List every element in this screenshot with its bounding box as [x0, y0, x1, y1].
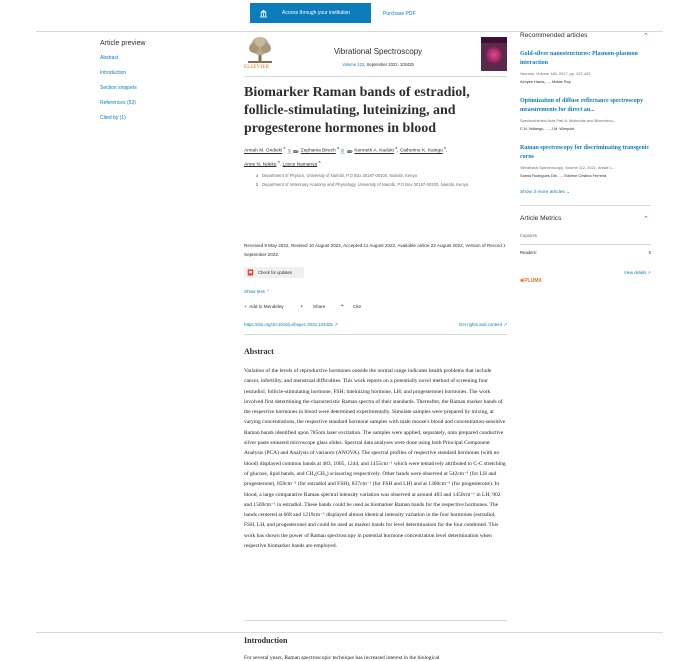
readers-row: Readers: 5 [520, 250, 651, 255]
recommended-authors: Almyee Hazra, ..., Motlar Roy [520, 79, 571, 84]
add-to-mendeley-button[interactable]: + Add to Mendeley [244, 304, 284, 309]
author-list: Annah M. Ondieki $^a$ , Zephania Birech $^a$ , Kenneth A. Kaduki $^a$, Catherine K. Kaingu $^b$, Anne N. Ndeke $^b$, Loyce Namanya $^a$ [244, 146, 448, 168]
recommended-heading[interactable]: Recommended articles ⌃ [520, 32, 649, 40]
recommended-title-link[interactable]: Gold-silver nanostructures: Plasmon-plasmon interaction [520, 51, 638, 66]
doi-row [244, 322, 507, 328]
article-preview-nav [100, 40, 220, 130]
author-link[interactable]: Kenneth A. Kaduki [354, 148, 394, 154]
recommended-meta: Vacuum, Volume 146, 2017, pp. 437-443 [520, 71, 591, 76]
journal-title[interactable]: Vibrational Spectroscopy [333, 47, 423, 56]
author-link[interactable]: Anne N. Ndeke [244, 162, 277, 168]
recommended-meta: Spectrochimica Acta Part A: Molecular and Biomolecu... [520, 118, 617, 123]
share-icon: ⚬ [299, 304, 304, 309]
person-icon [340, 148, 345, 153]
plumx-row [520, 269, 651, 284]
article-history: Received 9 May 2022, Revised 10 August 2022, Accepted 11 August 2022, Available online 22 August 2022, Version of Record 1 September 2022. [244, 243, 506, 257]
chevron-up-icon: ⌃ [643, 216, 649, 223]
chevron-up-icon: ⌃ [266, 289, 271, 294]
nav-title: Article preview [100, 40, 146, 47]
doi-link[interactable]: https://doi.org/10.1016/j.vibspec.2022.103425 ↗ [244, 322, 338, 327]
rights-link[interactable]: Get rights and content ↗ [458, 322, 507, 327]
affiliations: a Department of Physics, University of Nairobi, P.O Box 30197-00100, Nairobi, Kenya b Department of Veterinary Anatomy and Physiology, University of Nairobi, P.O Box 30197-00100, Nairobi, Kenya [256, 173, 469, 187]
abstract-text: Variation of the levels of reproductive hormones outside the normal range indicates health problems that include cancer, infertility, and menstrual difficulties. This work reports on a potentially novel method of screening four (estradiol, follicle-stimulating hormone, FSH; luteinizing hormone, LH; and progesterone) hormones. The work involved first determining the characteristic Raman spectra of their standards. Thereafter, the Raman marker bands of the respective hormones in blood were determined experimentally. Simulate samples were prepared by mixing, at varying concentrations, the respective standard hormone samples with male mouse's blood and concentration-sensitive Raman bands identified upon 785nm laser excitation. The samples were applied, separately, onto prepared conductive silver paste smeared microscope glass slides. Spectral data analyses were done using both Principal Component Analysis (PCA) and Analysis of variance (ANOVA). The spectral profiles of respective standard hormones (with no blood) displayed common bands at 483, 1005, 1244, and 1455cm⁻¹ which were tentatively attributed to C-C stretching of glucose, lipid bands, and CH₂(CH₃) scissoring respectively. Other bands were observed at 542cm⁻¹ (for LH and progesterone), 859cm⁻¹ (for estradiol and FSH), 837cm⁻¹ (for FSH and LH) and at 1360cm⁻¹ (for progesterone). In blood, a large comparative Raman spectral intensity variation was observed at around 483 and 1450cm⁻¹ in LH; 902 and 1569cm⁻¹ in estradiol. These bands could be used as biomarker Raman bands for the respective hormones. The bands centered at 668 and 1219cm⁻¹ displayed almost identical intensity variation in the four hormones (estradiol, FSH, LH, and progesterone) and could be used as marker bands for level determination for the four combined. This work has shown the power of Raman spectroscopy in potential hormone concentration level determination when respective biomarker bands are employed. [244, 368, 506, 550]
external-link-icon: ↗ [334, 322, 338, 327]
divider [244, 76, 507, 77]
external-link-icon: ↗ [503, 322, 507, 327]
recommended-authors: Samia Rodrigues Dib, ..., Edilene Cristina Ferreira [520, 173, 607, 178]
article-actions [244, 304, 377, 310]
check-updates-icon [247, 269, 254, 276]
article-title: Biomarker Raman bands of estradiol, follicle-stimulating, luteinizing, and progesterone hormones in blood [244, 85, 470, 136]
author-link[interactable]: Annah M. Ondieki [244, 148, 283, 154]
nav-item-section-snippets[interactable]: Section snippets [100, 85, 137, 91]
readers-count: 5 [648, 250, 651, 255]
introduction-text: For several years, Raman spectroscopic technique has increased interest in the biological [244, 655, 440, 661]
abstract-heading: Abstract [244, 347, 274, 356]
journal-cover-image[interactable] [481, 37, 507, 71]
introduction-heading: Introduction [244, 636, 288, 645]
divider [244, 334, 507, 335]
right-sidebar [520, 32, 651, 284]
affiliation-text: Department of Veterinary Anatomy and Physiology, University of Nairobi, P.O Box 30197-00100, Nairobi, Kenya [262, 182, 469, 187]
affiliation-text: Department of Physics, University of Nairobi, P.O Box 30197-00100, Nairobi, Kenya [262, 173, 417, 178]
check-for-updates-button[interactable]: Check for updates [244, 267, 304, 278]
email-icon[interactable] [347, 148, 352, 153]
divider [520, 244, 651, 245]
journal-header [244, 36, 507, 76]
person-icon [287, 148, 292, 153]
divider [520, 205, 651, 206]
nav-item-introduction[interactable]: Introduction [100, 70, 127, 76]
recommended-meta: Vibrational Spectroscopy, Volume 112, 2021, Article 1... [520, 165, 616, 170]
chevron-up-icon: ⌃ [643, 33, 649, 40]
external-link-icon: ↗ [647, 270, 651, 275]
view-details-link[interactable]: View details ↗ [624, 270, 651, 275]
top-bar [0, 0, 699, 26]
purchase-pdf-link[interactable]: Purchase PDF [383, 11, 416, 17]
volume-link[interactable]: Volume 122 [342, 62, 365, 67]
author-link[interactable]: Catherine K. Kaingu [399, 148, 443, 154]
nav-item-references[interactable]: References (53) [100, 100, 136, 106]
recommended-title-link[interactable]: Optimization of diffuse reflectance spectroscopy measurements for direct an... [520, 98, 644, 113]
share-button[interactable]: ⚬ Share [299, 304, 326, 309]
divider [36, 632, 663, 633]
access-institution-button[interactable] [250, 3, 371, 23]
plumx-icon: ❀ [520, 278, 525, 284]
recommended-authors: C.N. Ndlangu, ..., J.M. Wimpoki [520, 126, 575, 131]
institution-icon [258, 9, 268, 18]
metrics-heading[interactable]: Article Metrics ⌃ [520, 215, 649, 223]
show-more-articles-button[interactable]: Show 3 more articles ⌄ [520, 190, 571, 195]
access-institution-label: Access through your institution [282, 10, 351, 16]
volume-details: , September 2022, 103425 [364, 62, 414, 67]
recommended-title-link[interactable]: Raman spectroscopy for discriminating transgenic corns [520, 145, 650, 160]
chevron-down-icon: ⌄ [566, 190, 571, 195]
elsevier-wordmark: ELSEVIER [244, 65, 270, 70]
nav-item-cited-by[interactable]: Cited by (1) [100, 115, 126, 121]
author-link[interactable]: Loyce Namanya [282, 162, 318, 168]
show-less-toggle[interactable]: Show less ⌃ [244, 289, 271, 294]
cite-button[interactable]: ❝ Cite [341, 304, 362, 309]
recommended-item [520, 144, 651, 180]
nav-item-abstract[interactable]: Abstract [100, 55, 119, 61]
email-icon[interactable] [293, 148, 298, 153]
journal-volume [304, 62, 452, 67]
recommended-item [520, 50, 651, 86]
plumx-logo: ❀PLUMX [520, 278, 542, 284]
author-link[interactable]: Zephania Birech [300, 148, 336, 154]
recommended-item [520, 97, 651, 133]
divider [244, 620, 507, 621]
captures-label: Captures [520, 233, 537, 238]
quote-icon: ❝ [341, 304, 344, 309]
